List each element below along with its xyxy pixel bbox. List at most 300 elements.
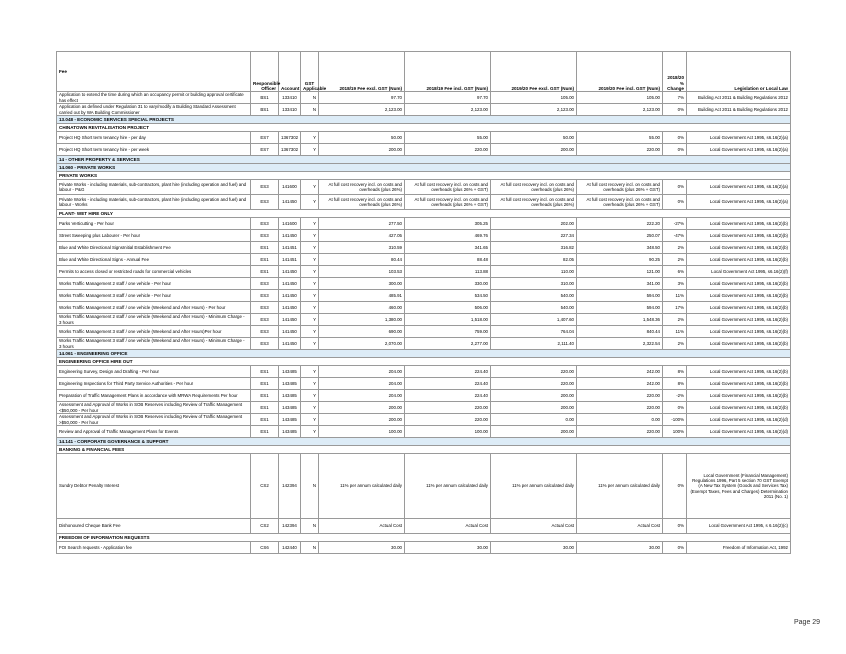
fee-cell: Parks Verticutting - Per hour <box>57 218 251 230</box>
section-heading-row <box>57 164 791 172</box>
fee-2018-incl-cell: 305.25 <box>405 218 491 230</box>
fee-2019-incl-cell: 222.20 <box>577 218 663 230</box>
header-change: 2018/20 % Change <box>663 52 687 92</box>
fee-2019-incl-cell: At full cost recovery incl. on costs and overheads (plus 26% + GST) <box>577 180 663 195</box>
subsection-heading-row <box>57 124 791 132</box>
fee-2019-excl-cell: At full cost recovery incl. on costs and overheads (plus 26%) <box>491 195 577 210</box>
fee-2018-incl-cell: 224.40 <box>405 390 491 402</box>
table-row <box>57 132 791 144</box>
fee-cell: Blue and White Directional Signs - Annual Fee <box>57 254 251 266</box>
fee-2019-incl-cell: 55.00 <box>577 132 663 144</box>
fee-2018-excl-cell: 300.00 <box>319 278 405 290</box>
fee-2019-excl-cell: 200.00 <box>491 402 577 414</box>
fee-cell: Works Traffic Management 3 staff / one vehicle (Weekend and After Hours) - Minimum Charge - 3 hours <box>57 338 251 350</box>
account-cell: 1367302 <box>279 132 301 144</box>
table-row <box>57 104 791 116</box>
officer-cell: ES3 <box>251 195 279 210</box>
change-cell: 2% <box>663 254 687 266</box>
officer-cell: ES1 <box>251 426 279 438</box>
officer-cell: ES3 <box>251 338 279 350</box>
change-cell: 2% <box>663 242 687 254</box>
table-header-row <box>57 52 791 92</box>
account-cell: 141450 <box>279 278 301 290</box>
legislation-cell: Local Government Act 1995, s6.16(2)(d) <box>687 426 791 438</box>
table-row <box>57 338 791 350</box>
fee-2019-excl-cell: 200.00 <box>491 144 577 156</box>
account-cell: 142440 <box>279 542 301 554</box>
fee-2018-excl-cell: 310.59 <box>319 242 405 254</box>
legislation-cell: Local Government Act 1995, s6.16(2)(b) <box>687 314 791 326</box>
subsection-heading-row <box>57 210 791 218</box>
fee-2018-excl-cell: 100.00 <box>319 426 405 438</box>
table-row <box>57 326 791 338</box>
table-row <box>57 390 791 402</box>
table-row <box>57 180 791 195</box>
account-cell: 143485 <box>279 378 301 390</box>
officer-cell: ES1 <box>251 266 279 278</box>
fee-2018-excl-cell: 200.00 <box>319 414 405 426</box>
legislation-cell: Local Government Act 1995, s6.16(2)(d) <box>687 414 791 426</box>
fee-2019-incl-cell: 220.00 <box>577 390 663 402</box>
fee-cell: FOI Search requests - Application fee <box>57 542 251 554</box>
fee-2019-excl-cell: Actual Cost <box>491 519 577 534</box>
account-cell: 143485 <box>279 426 301 438</box>
fee-2019-incl-cell: 90.25 <box>577 254 663 266</box>
fee-2018-excl-cell: 80.44 <box>319 254 405 266</box>
account-cell: 141600 <box>279 218 301 230</box>
officer-cell: ES3 <box>251 290 279 302</box>
fee-cell: Preparation of Traffic Management Plans in accordance with MRWA Requirements Per hour <box>57 390 251 402</box>
officer-cell: ES3 <box>251 326 279 338</box>
header-officer: Responsible Officer <box>251 52 279 92</box>
change-cell: 0% <box>663 402 687 414</box>
fee-2018-incl-cell: Actual Cost <box>405 519 491 534</box>
account-cell: 141451 <box>279 242 301 254</box>
subsection-heading: FREEDOM OF INFORMATION REQUESTS <box>57 534 791 542</box>
legislation-cell: Local Government Act 1995, s6.16(2)(a) <box>687 195 791 210</box>
fee-2019-excl-cell: 540.00 <box>491 290 577 302</box>
header-account: Account <box>279 52 301 92</box>
officer-cell: CS2 <box>251 519 279 534</box>
fee-2019-incl-cell: 0.00 <box>577 414 663 426</box>
table-row <box>57 302 791 314</box>
fee-cell: Works Traffic Management 3 staff / one vehicle - Per hour <box>57 290 251 302</box>
table-row <box>57 378 791 390</box>
section-heading: 14 - OTHER PROPERTY & SERVICES <box>57 156 791 164</box>
gst-cell: Y <box>301 326 319 338</box>
fee-2018-incl-cell: At full cost recovery incl. on costs and overheads (plus 26% + GST) <box>405 180 491 195</box>
fee-2019-incl-cell: At full cost recovery incl. on costs and overheads (plus 26% + GST) <box>577 195 663 210</box>
fee-2019-excl-cell: 540.00 <box>491 302 577 314</box>
table-row <box>57 426 791 438</box>
fee-2019-incl-cell: 594.00 <box>577 302 663 314</box>
account-cell: 141450 <box>279 338 301 350</box>
legislation-cell: Local Government Act 1995, s 6.16(2)(c) <box>687 519 791 534</box>
fee-2018-incl-cell: 330.00 <box>405 278 491 290</box>
gst-cell: N <box>301 519 319 534</box>
change-cell: 11% <box>663 290 687 302</box>
table-row <box>57 144 791 156</box>
fee-2019-incl-cell: 2,322.54 <box>577 338 663 350</box>
fee-2018-incl-cell: 97.70 <box>405 92 491 104</box>
fee-cell: Street Sweeping plus Labourer - Per hour <box>57 230 251 242</box>
change-cell: 11% <box>663 326 687 338</box>
fee-2018-incl-cell: 113.88 <box>405 266 491 278</box>
table-row <box>57 254 791 266</box>
fee-2018-excl-cell: 1,380.00 <box>319 314 405 326</box>
fee-cell: Project HQ Short term tenancy hire - per day <box>57 132 251 144</box>
legislation-cell: Local Government Act 1995, s6.16(2)(b) <box>687 338 791 350</box>
legislation-cell: Local Government (Financial Management) Regulations 1996, Part 5 section 70 GST Exempt (A New Tax System (Goods and Services Tax) (Exempt Taxes, Fees and Charges) Determination 2011 (No. 1) <box>687 454 791 519</box>
legislation-cell: Local Government Act 1995, s6.16(2)(a) <box>687 180 791 195</box>
change-cell: 100% <box>663 426 687 438</box>
change-cell: 6% <box>663 266 687 278</box>
table-row <box>57 402 791 414</box>
account-cell: 141450 <box>279 314 301 326</box>
legislation-cell: Local Government Act 1995, s6.16(2)(b) <box>687 254 791 266</box>
fee-2018-incl-cell: 1,518.00 <box>405 314 491 326</box>
subsection-heading: ENGINEERING OFFICE HIRE OUT <box>57 358 791 366</box>
account-cell: 133410 <box>279 104 301 116</box>
fee-cell: Application to extend the time during which an occupancy permit or building approval certificate has effect <box>57 92 251 104</box>
officer-cell: ES7 <box>251 132 279 144</box>
officer-cell: ES1 <box>251 414 279 426</box>
fee-2019-excl-cell: 202.00 <box>491 218 577 230</box>
gst-cell: Y <box>301 402 319 414</box>
fee-2019-excl-cell: 82.05 <box>491 254 577 266</box>
gst-cell: Y <box>301 314 319 326</box>
gst-cell: Y <box>301 414 319 426</box>
legislation-cell: Freedom of Information Act, 1992 <box>687 542 791 554</box>
fee-2018-incl-cell: 534.50 <box>405 290 491 302</box>
fee-cell: Project HQ Short term tenancy hire - per week <box>57 144 251 156</box>
fee-cell: Private Works - including materials, sub-contractors, plant hire (including operation and fuel) and labour - Works <box>57 195 251 210</box>
gst-cell: N <box>301 454 319 519</box>
fee-2019-incl-cell: 2,123.00 <box>577 104 663 116</box>
change-cell: -27% <box>663 218 687 230</box>
fee-2019-incl-cell: 840.44 <box>577 326 663 338</box>
fee-2018-incl-cell: 224.40 <box>405 366 491 378</box>
fee-cell: Dishonoured Cheque Bank Fee <box>57 519 251 534</box>
fee-2019-excl-cell: 764.04 <box>491 326 577 338</box>
gst-cell: Y <box>301 218 319 230</box>
gst-cell: Y <box>301 366 319 378</box>
table-row <box>57 195 791 210</box>
gst-cell: Y <box>301 302 319 314</box>
fee-2018-incl-cell: At full cost recovery incl. on costs and overheads (plus 26% + GST) <box>405 195 491 210</box>
table-row <box>57 290 791 302</box>
header-2018-incl: 2018/19 Fee incl. GST (Num) <box>405 52 491 92</box>
legislation-cell: Local Government Act 1995, s6.16(2)(b) <box>687 326 791 338</box>
legislation-cell: Local Government Act 1995, s6.16(2)(b) <box>687 390 791 402</box>
fee-2018-excl-cell: 427.05 <box>319 230 405 242</box>
fee-2018-excl-cell: 30.00 <box>319 542 405 554</box>
fee-2019-excl-cell: 0.00 <box>491 414 577 426</box>
fee-2019-excl-cell: 220.00 <box>491 366 577 378</box>
account-cell: 143485 <box>279 390 301 402</box>
account-cell: 142394 <box>279 519 301 534</box>
page-number: Page 29 <box>794 619 821 626</box>
fee-2018-incl-cell: 220.00 <box>405 144 491 156</box>
account-cell: 1367302 <box>279 144 301 156</box>
header-legislation: Legislation or Local Law <box>687 52 791 92</box>
account-cell: 143485 <box>279 366 301 378</box>
legislation-cell: Local Government Act 1995, s6.16(2)(a) <box>687 144 791 156</box>
section-heading-row <box>57 438 791 446</box>
officer-cell: CS6 <box>251 542 279 554</box>
legislation-cell: Building Act 2011 & Building Regulations 2012 <box>687 104 791 116</box>
fee-cell: Sundry Debtor Penalty Interest <box>57 454 251 519</box>
officer-cell: ES3 <box>251 278 279 290</box>
change-cell: 0% <box>663 454 687 519</box>
fee-2018-incl-cell: 88.48 <box>405 254 491 266</box>
section-heading-row <box>57 116 791 124</box>
subsection-heading: PRIVATE WORKS <box>57 172 791 180</box>
fee-2018-excl-cell: 277.50 <box>319 218 405 230</box>
change-cell: 0% <box>663 519 687 534</box>
legislation-cell: Local Government Act 1995, s6.16(2)(b) <box>687 378 791 390</box>
change-cell: 8% <box>663 378 687 390</box>
gst-cell: Y <box>301 144 319 156</box>
gst-cell: Y <box>301 266 319 278</box>
fee-2019-excl-cell: At full cost recovery incl. on costs and overheads (plus 26%) <box>491 180 577 195</box>
account-cell: 143485 <box>279 414 301 426</box>
fee-2018-excl-cell: 485.91 <box>319 290 405 302</box>
account-cell: 141450 <box>279 266 301 278</box>
gst-cell: Y <box>301 426 319 438</box>
fee-2019-incl-cell: 11% per annum calculated daily <box>577 454 663 519</box>
fee-2018-excl-cell: 200.00 <box>319 402 405 414</box>
account-cell: 142394 <box>279 454 301 519</box>
fee-2019-excl-cell: 1,407.60 <box>491 314 577 326</box>
subsection-heading: BANKING & FINANCIAL FEES <box>57 446 791 454</box>
change-cell: 2% <box>663 338 687 350</box>
header-2019-incl: 2019/20 Fee incl. GST (Num) <box>577 52 663 92</box>
legislation-cell: Local Government Act 1995, s6.16(2)(b) <box>687 218 791 230</box>
fee-2018-excl-cell: 204.00 <box>319 378 405 390</box>
officer-cell: ES1 <box>251 390 279 402</box>
subsection-heading-row <box>57 172 791 180</box>
fee-2019-incl-cell: 341.00 <box>577 278 663 290</box>
fee-2019-incl-cell: 30.00 <box>577 542 663 554</box>
fee-2018-excl-cell: 11% per annum calculated daily <box>319 454 405 519</box>
fee-2019-incl-cell: 220.00 <box>577 426 663 438</box>
change-cell: 8% <box>663 366 687 378</box>
gst-cell: Y <box>301 254 319 266</box>
fee-2018-excl-cell: 460.00 <box>319 302 405 314</box>
table-row <box>57 542 791 554</box>
fee-2019-excl-cell: 50.00 <box>491 132 577 144</box>
fee-2018-excl-cell: 204.00 <box>319 366 405 378</box>
fee-2018-excl-cell: 50.00 <box>319 132 405 144</box>
change-cell: 0% <box>663 180 687 195</box>
fee-2018-incl-cell: 220.00 <box>405 414 491 426</box>
fee-2018-incl-cell: 220.00 <box>405 402 491 414</box>
subsection-heading-row <box>57 534 791 542</box>
fee-cell: Application as defined under Regulation 31 to vary/modify a Building Standard Assessment carried out by WA Building Commissioner <box>57 104 251 116</box>
officer-cell: BS1 <box>251 92 279 104</box>
legislation-cell: Local Government Act 1995, s6.16(2)(b) <box>687 366 791 378</box>
fee-2019-incl-cell: 348.50 <box>577 242 663 254</box>
gst-cell: Y <box>301 230 319 242</box>
gst-cell: Y <box>301 278 319 290</box>
header-fee: Fee <box>57 52 251 92</box>
subsection-heading-row <box>57 358 791 366</box>
change-cell: -47% <box>663 230 687 242</box>
change-cell: -2% <box>663 390 687 402</box>
fee-2018-incl-cell: 2,277.00 <box>405 338 491 350</box>
fee-cell: Blue and White Directional SignsInitial Establishment Fee <box>57 242 251 254</box>
fee-2018-incl-cell: 506.00 <box>405 302 491 314</box>
fee-2019-excl-cell: 310.00 <box>491 278 577 290</box>
officer-cell: ES1 <box>251 366 279 378</box>
fee-2018-excl-cell: Actual Cost <box>319 519 405 534</box>
legislation-cell: Local Government Act 1995, s6.16(2)(b) <box>687 230 791 242</box>
fee-2019-excl-cell: 200.00 <box>491 426 577 438</box>
officer-cell: ES7 <box>251 144 279 156</box>
table-row <box>57 278 791 290</box>
officer-cell: ES1 <box>251 242 279 254</box>
section-heading: 14.060 - PRIVATE WORKS <box>57 164 791 172</box>
fee-2019-excl-cell: 30.00 <box>491 542 577 554</box>
table-row <box>57 230 791 242</box>
gst-cell: N <box>301 92 319 104</box>
gst-cell: Y <box>301 378 319 390</box>
fee-cell: Review and Approval of Traffic Management Plans for Events <box>57 426 251 438</box>
change-cell: 3% <box>663 278 687 290</box>
fee-2019-incl-cell: Actual Cost <box>577 519 663 534</box>
subsection-heading: CHINATOWN REVITALISATION PROJECT <box>57 124 791 132</box>
fee-2018-incl-cell: 30.00 <box>405 542 491 554</box>
section-heading: 14.141 - CORPORATE GOVERNANCE & SUPPORT <box>57 438 791 446</box>
section-heading-row <box>57 156 791 164</box>
officer-cell: ES1 <box>251 402 279 414</box>
table-row <box>57 414 791 426</box>
officer-cell: ES1 <box>251 254 279 266</box>
gst-cell: Y <box>301 290 319 302</box>
header-2019-excl: 2019/20 Fee excl. GST (Num) <box>491 52 577 92</box>
fee-2018-incl-cell: 100.00 <box>405 426 491 438</box>
change-cell: 2% <box>663 314 687 326</box>
fee-2019-incl-cell: 242.00 <box>577 378 663 390</box>
account-cell: 143485 <box>279 402 301 414</box>
fee-2018-excl-cell: 200.00 <box>319 144 405 156</box>
fee-2019-incl-cell: 250.07 <box>577 230 663 242</box>
fee-2018-excl-cell: 97.70 <box>319 92 405 104</box>
fees-table <box>56 51 791 554</box>
table-row <box>57 218 791 230</box>
fee-2019-incl-cell: 121.00 <box>577 266 663 278</box>
officer-cell: ES1 <box>251 378 279 390</box>
fee-2018-incl-cell: 11% per annum calculated daily <box>405 454 491 519</box>
fee-2019-excl-cell: 220.00 <box>491 378 577 390</box>
fee-2019-incl-cell: 242.00 <box>577 366 663 378</box>
fee-cell: Works Traffic Management 3 staff / one vehicle (Weekend and After Hours)Per hour <box>57 326 251 338</box>
fee-2019-excl-cell: 11% per annum calculated daily <box>491 454 577 519</box>
fee-2018-excl-cell: At full cost recovery incl. on costs and overheads (plus 26%) <box>319 195 405 210</box>
table-row <box>57 366 791 378</box>
account-cell: 141450 <box>279 290 301 302</box>
fee-cell: Engineering Survey, Design and Drafting - Per hour <box>57 366 251 378</box>
fee-2018-excl-cell: 204.00 <box>319 390 405 402</box>
fee-2018-excl-cell: 690.00 <box>319 326 405 338</box>
gst-cell: Y <box>301 390 319 402</box>
account-cell: 141451 <box>279 254 301 266</box>
legislation-cell: Local Government Act 1995, s6.16(2)(b) <box>687 302 791 314</box>
change-cell: 0% <box>663 542 687 554</box>
fee-cell: Works Traffic Management 2 staff / one vehicle (Weekend and After Hours) - Per hour <box>57 302 251 314</box>
table-row <box>57 242 791 254</box>
fee-cell: Assessment and Approval of Works in SOB Reserves including Review of Traffic Management >$50,000 - Per hour <box>57 414 251 426</box>
legislation-cell: Local Government Act 1995, s6.16(2)(b) <box>687 402 791 414</box>
account-cell: 141450 <box>279 195 301 210</box>
table-row <box>57 314 791 326</box>
fee-2018-incl-cell: 759.00 <box>405 326 491 338</box>
gst-cell: Y <box>301 338 319 350</box>
change-cell: 0% <box>663 144 687 156</box>
fee-2018-excl-cell: 103.53 <box>319 266 405 278</box>
fee-cell: Assessment and Approval of Works in SOB Reserves including Review of Traffic Management <$50,000 - Per hour <box>57 402 251 414</box>
fee-2019-excl-cell: 316.82 <box>491 242 577 254</box>
fee-cell: Private Works - including materials, sub-contractors, plant hire (including operation and fuel) and labour - P&G <box>57 180 251 195</box>
table-row <box>57 454 791 519</box>
legislation-cell: Local Government Act 1995, s6.16(2)(b) <box>687 290 791 302</box>
fee-cell: Works Traffic Management 2 staff / one vehicle - Per hour <box>57 278 251 290</box>
officer-cell: ES3 <box>251 180 279 195</box>
fee-2018-excl-cell: At full cost recovery incl. on costs and overheads (plus 26%) <box>319 180 405 195</box>
fee-2019-incl-cell: 105.00 <box>577 92 663 104</box>
officer-cell: ES3 <box>251 230 279 242</box>
section-heading-row <box>57 350 791 358</box>
header-gst: GST Applicable <box>301 52 319 92</box>
account-cell: 141450 <box>279 302 301 314</box>
account-cell: 141450 <box>279 326 301 338</box>
account-cell: 133410 <box>279 92 301 104</box>
account-cell: 141600 <box>279 180 301 195</box>
fee-2019-incl-cell: 220.00 <box>577 144 663 156</box>
change-cell: 0% <box>663 195 687 210</box>
fee-2019-excl-cell: 2,111.40 <box>491 338 577 350</box>
fees-table-body <box>57 92 791 554</box>
gst-cell: N <box>301 542 319 554</box>
fee-2018-excl-cell: 2,123.00 <box>319 104 405 116</box>
subsection-heading: PLANT- WET HIRE ONLY <box>57 210 791 218</box>
change-cell: 17% <box>663 302 687 314</box>
officer-cell: BS1 <box>251 104 279 116</box>
legislation-cell: Local Government Act 1995, s6.16(2)(f) <box>687 266 791 278</box>
account-cell: 141450 <box>279 230 301 242</box>
subsection-heading-row <box>57 446 791 454</box>
fee-2019-excl-cell: 200.00 <box>491 390 577 402</box>
fee-2018-excl-cell: 2,070.00 <box>319 338 405 350</box>
change-cell: 0% <box>663 104 687 116</box>
header-2018-excl: 2018/19 Fee excl. GST (Num) <box>319 52 405 92</box>
gst-cell: Y <box>301 180 319 195</box>
legislation-cell: Local Government Act 1995, s6.16(2)(b) <box>687 278 791 290</box>
table-row <box>57 92 791 104</box>
fee-2019-incl-cell: 1,548.36 <box>577 314 663 326</box>
table-row <box>57 266 791 278</box>
fee-2019-incl-cell: 594.00 <box>577 290 663 302</box>
table-row <box>57 519 791 534</box>
fee-cell: Works Traffic Management 2 staff / one vehicle (Weekend and After Hours) - Minimum Charge - 3 hours <box>57 314 251 326</box>
officer-cell: ES3 <box>251 314 279 326</box>
gst-cell: Y <box>301 132 319 144</box>
fee-2019-excl-cell: 110.00 <box>491 266 577 278</box>
change-cell: 7% <box>663 92 687 104</box>
fee-2018-incl-cell: 55.00 <box>405 132 491 144</box>
officer-cell: ES3 <box>251 302 279 314</box>
